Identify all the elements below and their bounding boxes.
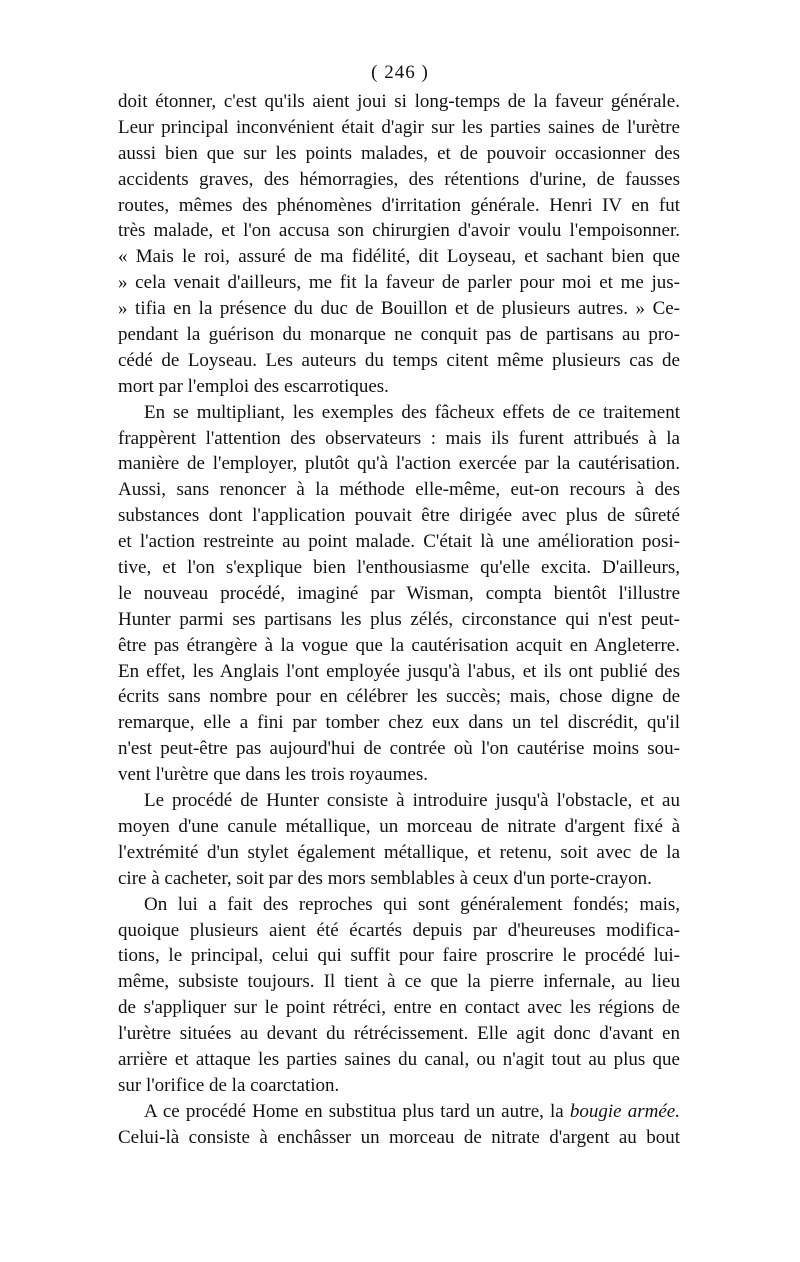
body-text bbox=[118, 89, 680, 1151]
text-line-content: le nouveau procédé, imaginé par Wisman, compta bientôt l'illustre bbox=[118, 582, 680, 604]
text-line-content: même, subsiste toujours. Il tient à ce que la pierre infernale, au lieu bbox=[118, 971, 680, 993]
text-line bbox=[118, 762, 680, 788]
text-line bbox=[118, 270, 680, 296]
text-line bbox=[118, 814, 680, 840]
text-line bbox=[118, 503, 680, 529]
text-line bbox=[118, 115, 680, 141]
text-line-content: cédé de Loyseau. Les auteurs du temps citent même plusieurs cas de bbox=[118, 349, 680, 371]
text-line bbox=[118, 400, 680, 426]
text-line-content: Le procédé de Hunter consiste à introduire jusqu'à l'obstacle, et au bbox=[144, 790, 680, 812]
text-line-content: très malade, et l'on accusa son chirurgien d'avoir voulu l'empoisonner. bbox=[118, 220, 680, 242]
text-line-content: En effet, les Anglais l'ont employée jusqu'à l'abus, et ils ont publié des bbox=[118, 660, 680, 682]
text-line-content: être pas étrangère à la vogue que la cautérisation acquit en Angleterre. bbox=[118, 634, 680, 656]
text-line bbox=[118, 426, 680, 452]
text-line-content: accidents graves, des hémorragies, des rétentions d'urine, de fausses bbox=[118, 168, 680, 190]
text-line bbox=[118, 193, 680, 219]
text-line bbox=[118, 736, 680, 762]
text-line-content: Leur principal inconvénient était d'agir sur les parties saines de l'urètre bbox=[118, 116, 680, 138]
text-line-content: Celui-là consiste à enchâsser un morceau de nitrate d'argent au bout bbox=[118, 1126, 680, 1148]
text-line bbox=[118, 943, 680, 969]
text-line bbox=[118, 451, 680, 477]
text-line bbox=[118, 581, 680, 607]
text-line-content: tive, et l'on s'explique bien l'enthousiasme qu'elle excita. D'ailleurs, bbox=[118, 557, 680, 579]
text-line-content: » cela venait d'ailleurs, me fit la faveur de parler pour moi et me jus- bbox=[118, 272, 680, 294]
text-line bbox=[118, 710, 680, 736]
text-line-content: frappèrent l'attention des observateurs : mais ils furent attribués à la bbox=[118, 427, 680, 449]
text-line bbox=[118, 244, 680, 270]
text-line-content: aussi bien que sur les points malades, et de pouvoir occasionner des bbox=[118, 142, 680, 164]
text-line-content: Aussi, sans renoncer à la méthode elle-même, eut-on recours à des bbox=[118, 479, 680, 501]
text-line-content: substances dont l'application pouvait être dirigée avec plus de sûreté bbox=[118, 505, 680, 527]
text-line-content: » tifia en la présence du duc de Bouillon et de plusieurs autres. » Ce- bbox=[118, 298, 680, 320]
text-line bbox=[118, 633, 680, 659]
text-line bbox=[118, 218, 680, 244]
text-line bbox=[118, 684, 680, 710]
text-line-content: n'est peut-être pas aujourd'hui de contrée où l'on cautérise moins sou- bbox=[118, 738, 680, 760]
text-line-content: quoique plusieurs aient été écartés depuis par d'heureuses modifica- bbox=[118, 919, 680, 941]
text-line bbox=[118, 1047, 680, 1073]
text-line-content: « Mais le roi, assuré de ma fidélité, dit Loyseau, et sachant bien que bbox=[118, 246, 680, 268]
text-line-content: moyen d'une canule métallique, un morceau de nitrate d'argent fixé à bbox=[118, 815, 680, 837]
text-line-content: et l'action restreinte au point malade. C'était là une amélioration posi- bbox=[118, 531, 680, 553]
text-line-content: cire à cacheter, soit par des mors semblables à ceux d'un porte-crayon. bbox=[118, 867, 652, 889]
text-line bbox=[118, 141, 680, 167]
text-line bbox=[118, 659, 680, 685]
text-line-content: En se multipliant, les exemples des fâcheux effets de ce traitement bbox=[144, 401, 680, 423]
text-line bbox=[118, 788, 680, 814]
text-line bbox=[118, 477, 680, 503]
text-line-content: sur l'orifice de la coarctation. bbox=[118, 1074, 340, 1096]
text-line-content: tions, le principal, celui qui suffit pour faire proscrire le procédé lui- bbox=[118, 945, 680, 967]
text-line-content: doit étonner, c'est qu'ils aient joui si long-temps de la faveur générale. bbox=[118, 91, 680, 112]
text-line bbox=[118, 89, 680, 115]
text-line bbox=[118, 167, 680, 193]
text-line-content: A ce procédé Home en substitua plus tard un autre, la bbox=[144, 1100, 570, 1122]
text-line bbox=[118, 529, 680, 555]
text-line-content: routes, mêmes des phénomènes d'irritation générale. Henri IV en fut bbox=[118, 194, 680, 216]
text-line-content: manière de l'employer, plutôt qu'à l'action exercée par la cautérisation. bbox=[118, 453, 680, 475]
text-line bbox=[118, 322, 680, 348]
text-line bbox=[118, 1125, 680, 1151]
text-line-content: arrière et attaque les parties saines du canal, ou n'agit tout au plus que bbox=[118, 1048, 680, 1070]
text-line bbox=[118, 1021, 680, 1047]
italic-term: bougie armée. bbox=[569, 1100, 680, 1122]
text-line-content: pendant la guérison du monarque ne conquit pas de partisans au pro- bbox=[118, 324, 680, 346]
text-line bbox=[118, 1073, 680, 1099]
text-line-content: remarque, elle a fini par tomber chez eux dans un tel discrédit, qu'il bbox=[118, 712, 680, 734]
text-line bbox=[118, 840, 680, 866]
text-line-content: On lui a fait des reproches qui sont généralement fondés; mais, bbox=[144, 893, 680, 915]
page-number: ( 246 ) bbox=[371, 62, 429, 83]
text-line bbox=[118, 607, 680, 633]
text-line-content: de s'appliquer sur le point rétréci, entre en contact avec les régions de bbox=[118, 997, 680, 1019]
text-line-content: vent l'urètre que dans les trois royaumes. bbox=[118, 764, 428, 786]
text-line bbox=[118, 892, 680, 918]
text-line bbox=[118, 995, 680, 1021]
text-line-content: l'extrémité d'un stylet également métallique, et retenu, soit avec de la bbox=[118, 841, 680, 863]
text-line bbox=[118, 866, 680, 892]
text-line bbox=[118, 296, 680, 322]
text-line bbox=[118, 555, 680, 581]
text-line bbox=[118, 374, 680, 400]
text-line-content: écrits sans nombre pour en célébrer les succès; mais, chose digne de bbox=[118, 686, 680, 708]
text-line-content: l'urètre situées au devant du rétrécissement. Elle agit donc d'avant en bbox=[118, 1023, 680, 1045]
text-line bbox=[118, 348, 680, 374]
text-line bbox=[118, 969, 680, 995]
text-line bbox=[118, 1099, 680, 1125]
text-line-content: Hunter parmi ses partisans les plus zélés, circonstance qui n'est peut- bbox=[118, 608, 680, 630]
text-line bbox=[118, 918, 680, 944]
text-line-content: mort par l'emploi des escarrotiques. bbox=[118, 375, 389, 397]
